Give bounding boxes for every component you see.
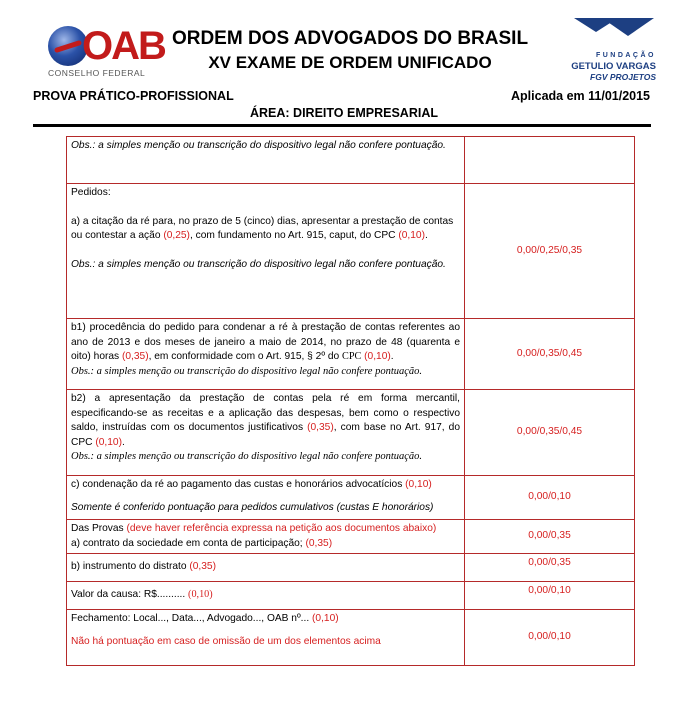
table-row [67,319,635,390]
requirement-note: Não há pontuação em caso de omissão de um dos elementos acima [71,635,381,647]
item-cell [67,520,465,554]
points-label: (0,35) [305,537,333,549]
points-label: (0,35) [121,351,149,362]
page-title: ORDEM DOS ADVOGADOS DO BRASIL [171,28,529,49]
item-cell [67,582,465,610]
table-row [67,184,635,319]
score-cell: 0,00/0,10 [465,582,635,610]
obs-note: Obs.: a simples menção ou transcrição do dispositivo legal não confere pontuação. [71,258,446,270]
points-label: (0,10) [364,351,391,362]
fgv-logo-line1: FUNDAÇÃO [595,52,656,59]
obs-note: Obs.: a simples menção ou transcrição do dispositivo legal não confere pontuação. [71,365,423,377]
page-subtitle: XV EXAME DE ORDEM UNIFICADO [208,53,492,72]
item-text: c) condenação da ré ao pagamento das custas e honorários advocatícios (0,10) [71,479,432,490]
oab-logo-subtitle: CONSELHO FEDERAL [48,68,146,78]
table-row [67,554,635,582]
table-row [67,582,635,610]
exam-date: Aplicada em 11/01/2015 [511,89,650,103]
points-label: (0,25) [163,230,190,241]
fgv-logo-line2: GETULIO VARGAS [571,61,656,72]
table-row [67,476,635,520]
item-text: a) contrato da sociedade em conta de participação; (0,35) [71,537,333,549]
obs-note: Somente é conferido pontuação para pedidos cumulativos (custas E honorários) [71,501,434,513]
item-cell [67,610,465,666]
item-cell [67,137,465,184]
score-cell: 0,00/0,35/0,45 [465,390,635,476]
item-text: a) a citação da ré para, no prazo de 5 (cinco) dias, apresentar a prestação de contas ou contestar a ação (0,25), com fundamento no Art. 915, caput, do CPC (0,10). [71,215,454,241]
score-cell: 0,00/0,35 [465,554,635,582]
grading-table [66,136,635,666]
page-header [0,0,688,130]
item-cell [67,390,465,476]
points-label: (0,35) [307,422,334,433]
header-divider [33,124,651,127]
obs-note: Obs.: a simples menção ou transcrição do dispositivo legal não confere pontuação. [71,140,446,151]
item-text: b1) procedência do pedido para condenar a ré à prestação de contas referentes ao ano de 2013 e dos meses de janeiro a maio de 2014, no prazo de 48 (quarenta e oito) horas (0,35), em conformidade com o Art. 915, § 2º do CPC (0,10). [71,322,460,362]
table-row [67,390,635,476]
item-cell [67,476,465,520]
table-row [67,520,635,554]
item-cell [67,184,465,319]
obs-note: Obs.: a simples menção ou transcrição do dispositivo legal não confere pontuação. [71,451,423,462]
table-row [67,610,635,666]
item-cell [67,554,465,582]
requirement-note: (deve haver referência expressa na petição aos documentos abaixo) [126,523,437,534]
exam-type: PROVA PRÁTICO-PROFISSIONAL [33,89,234,103]
points-label: (0,10) [95,436,122,448]
item-text: b) instrumento do distrato (0,35) [71,561,216,573]
score-cell: 0,00/0,25/0,35 [465,184,635,319]
table-row [67,137,635,184]
fgv-logo-line3: FGV PROJETOS [590,72,656,82]
item-heading: Pedidos: [71,187,111,198]
exam-area: ÁREA: DIREITO EMPRESARIAL [250,106,438,120]
score-cell: 0,00/0,10 [465,476,635,520]
points-label: (0,10) [312,613,339,624]
fgv-mark-icon-2 [602,18,654,36]
item-text: Das Provas (deve haver referência expressa na petição aos documentos abaixo) [71,523,437,534]
score-cell: 0,00/0,10 [465,610,635,666]
score-cell: 0,00/0,35 [465,520,635,554]
item-text: Fechamento: Local..., Data..., Advogado..., OAB nº... (0,10) [71,613,339,624]
score-cell [465,137,635,184]
score-cell: 0,00/0,35/0,45 [465,319,635,390]
points-label: (0,35) [189,561,216,573]
item-text: b2) a apresentação da prestação de contas pela ré em forma mercantil, especificando-se as receitas e a aplicação das despesas, bem como o respectivo saldo, instruídas com os documentos justificativos (0,35), com base no Art. 917, do CPC (0,10). [71,393,460,448]
oab-logo [48,24,165,78]
points-label: (0,10) [188,589,213,601]
item-text: Valor da causa: R$.......... (0,10) [71,589,213,601]
fgv-logo [572,18,656,84]
points-label: (0,10) [398,230,425,241]
item-cell [67,319,465,390]
points-label: (0,10) [405,479,432,490]
oab-logo-text: OAB [82,24,165,68]
